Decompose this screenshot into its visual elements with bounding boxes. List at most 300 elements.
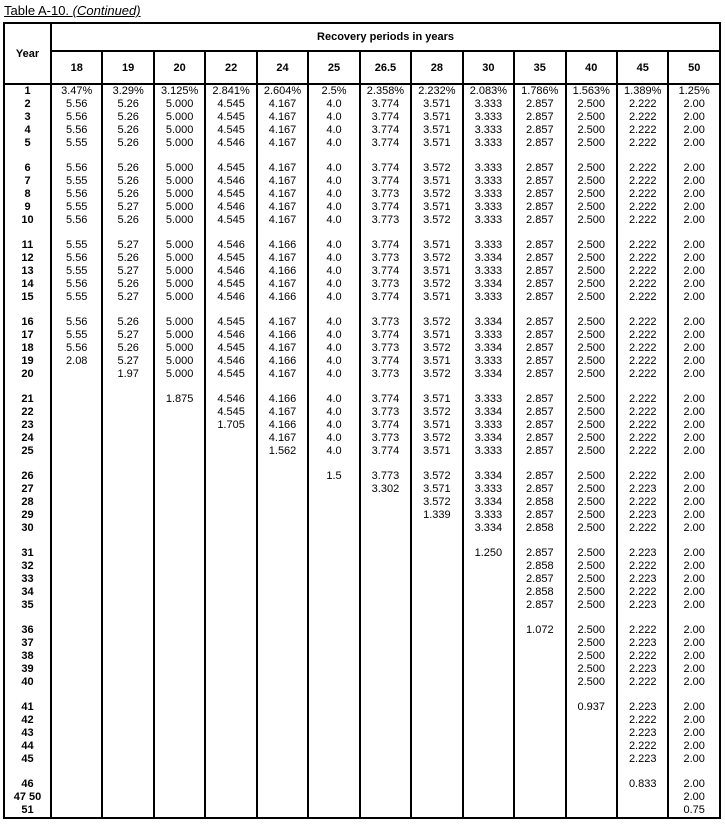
rate-cell: 3.572 xyxy=(411,406,462,419)
rate-cell xyxy=(205,573,256,586)
rate-cell: 4.546 xyxy=(205,393,256,406)
rate-cell xyxy=(411,624,462,637)
spacer-row xyxy=(4,381,720,393)
rate-cell: 3.774 xyxy=(360,201,411,214)
rate-cell xyxy=(51,714,102,727)
rate-cell xyxy=(205,804,256,818)
year-cell: 42 xyxy=(4,714,51,727)
table-row-year-51 xyxy=(4,804,720,818)
rate-cell: 2.857 xyxy=(514,175,565,188)
rate-cell xyxy=(411,740,462,753)
rate-cell: 2.500 xyxy=(566,470,617,483)
table-row-year-32 xyxy=(4,560,720,573)
rate-cell: 3.572 xyxy=(411,470,462,483)
col-header-28: 28 xyxy=(411,51,462,84)
rate-cell: 5.27 xyxy=(102,239,153,252)
rate-cell: 2.222 xyxy=(617,316,668,329)
spacer-cell xyxy=(205,304,256,316)
rate-cell: 3.571 xyxy=(411,483,462,496)
spacer-cell xyxy=(514,612,565,624)
rate-cell xyxy=(463,753,514,766)
col-header-45: 45 xyxy=(617,51,668,84)
rate-cell: 2.500 xyxy=(566,637,617,650)
rate-cell xyxy=(154,701,205,714)
rate-cell: 5.000 xyxy=(154,329,205,342)
year-cell: 8 xyxy=(4,188,51,201)
rate-cell xyxy=(514,740,565,753)
rate-cell: 3.333 xyxy=(463,201,514,214)
table-row-year-1 xyxy=(4,84,720,98)
spacer-cell xyxy=(514,458,565,470)
year-cell: 44 xyxy=(4,740,51,753)
rate-cell: 5.26 xyxy=(102,162,153,175)
rate-cell: 2.500 xyxy=(566,252,617,265)
spacer-cell xyxy=(205,227,256,239)
spacer-cell xyxy=(463,458,514,470)
spacer-cell xyxy=(308,150,359,162)
rate-cell: 2.500 xyxy=(566,496,617,509)
rate-cell: 3.774 xyxy=(360,265,411,278)
table-row-year-11 xyxy=(4,239,720,252)
rate-cell xyxy=(102,393,153,406)
spacer-cell xyxy=(4,612,51,624)
table-row-year-16 xyxy=(4,316,720,329)
rate-cell xyxy=(102,663,153,676)
rate-cell: 2.857 xyxy=(514,111,565,124)
rate-cell xyxy=(102,509,153,522)
rate-cell xyxy=(411,701,462,714)
rate-cell: 3.773 xyxy=(360,470,411,483)
rate-cell xyxy=(102,573,153,586)
spacer-cell xyxy=(102,381,153,393)
rate-cell xyxy=(154,547,205,560)
rate-cell: 4.545 xyxy=(205,214,256,227)
rate-cell: 2.500 xyxy=(566,560,617,573)
rate-cell: 5.000 xyxy=(154,137,205,150)
spacer-cell xyxy=(102,227,153,239)
rate-cell xyxy=(257,650,308,663)
rate-cell: 4.545 xyxy=(205,124,256,137)
rate-cell: 1.250 xyxy=(463,547,514,560)
rate-cell: 4.0 xyxy=(308,214,359,227)
table-row-year-40 xyxy=(4,676,720,689)
rate-cell: 5.26 xyxy=(102,316,153,329)
rate-cell: 2.857 xyxy=(514,162,565,175)
rate-cell xyxy=(205,778,256,791)
rate-cell xyxy=(205,663,256,676)
spacer-cell xyxy=(566,535,617,547)
year-cell: 5 xyxy=(4,137,51,150)
table-row-year-45 xyxy=(4,753,720,766)
rate-cell xyxy=(411,547,462,560)
rate-cell xyxy=(308,522,359,535)
rate-cell xyxy=(257,778,308,791)
rate-cell: 2.500 xyxy=(566,342,617,355)
rate-cell: 4.0 xyxy=(308,111,359,124)
rate-cell xyxy=(308,483,359,496)
rate-cell: 5.26 xyxy=(102,252,153,265)
spacer-cell xyxy=(566,304,617,316)
table-row-year-5 xyxy=(4,137,720,150)
spacer-cell xyxy=(360,227,411,239)
rate-cell: 3.774 xyxy=(360,111,411,124)
rate-cell: 4.167 xyxy=(257,175,308,188)
spacer-cell xyxy=(617,766,668,778)
rate-cell xyxy=(463,791,514,804)
rate-cell: 2.223 xyxy=(617,701,668,714)
rate-cell: 2.858 xyxy=(514,522,565,535)
rate-cell: 2.00 xyxy=(668,98,720,111)
rate-cell xyxy=(411,778,462,791)
rate-cell xyxy=(102,470,153,483)
rate-cell: 3.773 xyxy=(360,278,411,291)
rate-cell xyxy=(154,599,205,612)
rate-cell: 5.26 xyxy=(102,188,153,201)
rate-cell: 3.333 xyxy=(463,483,514,496)
rate-cell: 2.00 xyxy=(668,560,720,573)
rate-cell: 2.00 xyxy=(668,573,720,586)
rate-cell: 2.222 xyxy=(617,98,668,111)
spacer-cell xyxy=(308,304,359,316)
table-row-year-14 xyxy=(4,278,720,291)
rate-cell: 2.857 xyxy=(514,214,565,227)
rate-cell xyxy=(463,740,514,753)
spacer-cell xyxy=(514,304,565,316)
rate-cell xyxy=(102,791,153,804)
spacer-cell xyxy=(308,458,359,470)
year-cell: 9 xyxy=(4,201,51,214)
rate-cell xyxy=(102,406,153,419)
spacer-cell xyxy=(51,458,102,470)
table-row-year-20 xyxy=(4,368,720,381)
rate-cell: 5.56 xyxy=(51,214,102,227)
rate-cell: 3.333 xyxy=(463,214,514,227)
rate-cell: 5.000 xyxy=(154,175,205,188)
rate-cell xyxy=(205,522,256,535)
rate-cell: 4.0 xyxy=(308,265,359,278)
rate-cell xyxy=(51,393,102,406)
rate-cell: 3.333 xyxy=(463,137,514,150)
rate-cell xyxy=(360,701,411,714)
rate-cell: 4.546 xyxy=(205,355,256,368)
rate-cell: 2.222 xyxy=(617,329,668,342)
rate-cell xyxy=(102,753,153,766)
rate-cell: 5.27 xyxy=(102,355,153,368)
rate-cell: 4.0 xyxy=(308,316,359,329)
rate-cell: 3.125% xyxy=(154,84,205,98)
rate-cell: 1.97 xyxy=(102,368,153,381)
rate-cell: 4.167 xyxy=(257,368,308,381)
rate-cell: 2.00 xyxy=(668,329,720,342)
rate-cell: 2.00 xyxy=(668,727,720,740)
spacer-cell xyxy=(566,458,617,470)
rate-cell xyxy=(360,740,411,753)
rate-cell xyxy=(205,676,256,689)
spacer-cell xyxy=(566,227,617,239)
spacer-cell xyxy=(154,535,205,547)
rate-cell xyxy=(514,701,565,714)
rate-cell: 2.857 xyxy=(514,316,565,329)
rate-cell: 2.857 xyxy=(514,329,565,342)
rate-cell: 2.00 xyxy=(668,278,720,291)
rate-cell xyxy=(154,753,205,766)
rate-cell: 3.29% xyxy=(102,84,153,98)
rate-cell: 2.00 xyxy=(668,496,720,509)
table-title-text: Table A-10. xyxy=(4,3,70,18)
rate-cell xyxy=(51,496,102,509)
rate-cell: 2.500 xyxy=(566,393,617,406)
spacer-cell xyxy=(51,150,102,162)
rate-cell xyxy=(566,791,617,804)
spacer-cell xyxy=(463,304,514,316)
rate-cell: 3.333 xyxy=(463,291,514,304)
rate-cell: 2.222 xyxy=(617,470,668,483)
rate-cell xyxy=(257,560,308,573)
rate-cell: 5.56 xyxy=(51,124,102,137)
rate-cell: 4.0 xyxy=(308,175,359,188)
rate-cell xyxy=(308,547,359,560)
col-header-24: 24 xyxy=(257,51,308,84)
rate-cell: 3.47% xyxy=(51,84,102,98)
rate-cell xyxy=(360,753,411,766)
table-row-year-21 xyxy=(4,393,720,406)
rate-cell: 4.545 xyxy=(205,162,256,175)
rate-cell xyxy=(51,419,102,432)
rate-cell xyxy=(51,676,102,689)
rate-cell: 2.222 xyxy=(617,432,668,445)
rate-cell: 2.00 xyxy=(668,740,720,753)
spacer-cell xyxy=(257,766,308,778)
rate-cell: 2.00 xyxy=(668,791,720,804)
rate-cell: 4.545 xyxy=(205,342,256,355)
rate-cell: 2.00 xyxy=(668,265,720,278)
rate-cell: 4.0 xyxy=(308,291,359,304)
rate-cell xyxy=(308,701,359,714)
rate-cell xyxy=(411,522,462,535)
spacer-cell xyxy=(51,381,102,393)
spacer-cell xyxy=(154,458,205,470)
rate-cell: 2.500 xyxy=(566,316,617,329)
rate-cell xyxy=(360,663,411,676)
rate-cell xyxy=(102,676,153,689)
table-row-year-12 xyxy=(4,252,720,265)
rate-cell: 2.222 xyxy=(617,586,668,599)
rate-cell xyxy=(566,740,617,753)
rate-cell xyxy=(411,560,462,573)
rate-cell: 2.500 xyxy=(566,98,617,111)
rate-cell: 3.773 xyxy=(360,252,411,265)
rate-cell xyxy=(102,624,153,637)
rate-cell xyxy=(154,804,205,818)
rate-cell xyxy=(257,714,308,727)
year-cell: 34 xyxy=(4,586,51,599)
rate-cell xyxy=(257,547,308,560)
rate-cell: 2.5% xyxy=(308,84,359,98)
rate-cell: 2.00 xyxy=(668,663,720,676)
rate-cell: 2.222 xyxy=(617,740,668,753)
rate-cell xyxy=(51,547,102,560)
rate-cell: 3.572 xyxy=(411,368,462,381)
rate-cell: 4.166 xyxy=(257,265,308,278)
rate-cell: 2.604% xyxy=(257,84,308,98)
rate-cell xyxy=(308,573,359,586)
rate-cell: 2.00 xyxy=(668,137,720,150)
year-cell: 10 xyxy=(4,214,51,227)
spacer-cell xyxy=(411,458,462,470)
rate-cell: 2.500 xyxy=(566,406,617,419)
rate-cell xyxy=(257,624,308,637)
rate-cell xyxy=(51,368,102,381)
year-cell: 19 xyxy=(4,355,51,368)
spacer-cell xyxy=(257,612,308,624)
rate-cell: 4.546 xyxy=(205,329,256,342)
spacer-cell xyxy=(308,689,359,701)
rate-cell xyxy=(257,637,308,650)
spacer-cell xyxy=(411,150,462,162)
rate-cell: 2.00 xyxy=(668,355,720,368)
rate-cell xyxy=(205,496,256,509)
rate-cell: 5.000 xyxy=(154,201,205,214)
rate-cell: 2.857 xyxy=(514,599,565,612)
rate-cell: 5.56 xyxy=(51,342,102,355)
spacer-cell xyxy=(668,304,720,316)
year-cell: 18 xyxy=(4,342,51,355)
rate-cell: 2.500 xyxy=(566,291,617,304)
rate-cell: 2.500 xyxy=(566,624,617,637)
spacer-cell xyxy=(668,766,720,778)
rate-cell xyxy=(102,804,153,818)
rate-cell: 2.00 xyxy=(668,175,720,188)
spacer-row xyxy=(4,689,720,701)
table-row-year-37 xyxy=(4,637,720,650)
rate-cell xyxy=(205,740,256,753)
table-row-year-27 xyxy=(4,483,720,496)
rate-cell: 3.333 xyxy=(463,98,514,111)
rate-cell xyxy=(360,573,411,586)
rate-cell: 3.774 xyxy=(360,329,411,342)
rate-cell: 3.333 xyxy=(463,124,514,137)
rate-cell: 2.00 xyxy=(668,239,720,252)
rate-cell xyxy=(205,753,256,766)
rate-cell: 2.00 xyxy=(668,342,720,355)
rate-cell: 5.27 xyxy=(102,201,153,214)
spacer-cell xyxy=(566,689,617,701)
rate-cell: 2.00 xyxy=(668,252,720,265)
spacer-cell xyxy=(411,535,462,547)
rate-cell xyxy=(154,663,205,676)
rate-cell: 4.546 xyxy=(205,265,256,278)
rate-cell: 4.545 xyxy=(205,278,256,291)
rate-cell: 2.222 xyxy=(617,111,668,124)
rate-cell xyxy=(102,496,153,509)
rate-cell xyxy=(102,419,153,432)
spacer-cell xyxy=(154,381,205,393)
rate-cell: 5.000 xyxy=(154,162,205,175)
year-cell: 36 xyxy=(4,624,51,637)
rate-cell: 5.55 xyxy=(51,239,102,252)
rate-cell: 5.26 xyxy=(102,98,153,111)
rate-cell xyxy=(205,637,256,650)
rate-cell: 2.222 xyxy=(617,188,668,201)
spacer-cell xyxy=(4,304,51,316)
rate-cell: 2.857 xyxy=(514,483,565,496)
spacer-cell xyxy=(51,612,102,624)
rate-cell: 2.223 xyxy=(617,727,668,740)
rate-cell: 4.546 xyxy=(205,239,256,252)
col-header-19: 19 xyxy=(102,51,153,84)
rate-cell xyxy=(411,676,462,689)
rate-cell: 5.27 xyxy=(102,291,153,304)
rate-cell: 3.774 xyxy=(360,419,411,432)
rate-cell xyxy=(154,419,205,432)
rate-cell xyxy=(463,676,514,689)
rate-cell: 2.00 xyxy=(668,124,720,137)
spacer-cell xyxy=(257,304,308,316)
year-cell: 17 xyxy=(4,329,51,342)
rate-cell: 4.546 xyxy=(205,201,256,214)
rate-cell: 4.545 xyxy=(205,406,256,419)
year-cell: 32 xyxy=(4,560,51,573)
rate-cell: 5.000 xyxy=(154,278,205,291)
rate-cell: 5.000 xyxy=(154,368,205,381)
rate-cell: 2.222 xyxy=(617,393,668,406)
rate-cell: 3.571 xyxy=(411,329,462,342)
spacer-cell xyxy=(308,381,359,393)
year-cell: 47 50 xyxy=(4,791,51,804)
rate-cell xyxy=(102,701,153,714)
rate-cell: 3.334 xyxy=(463,252,514,265)
rate-cell: 2.500 xyxy=(566,368,617,381)
rate-cell: 4.0 xyxy=(308,393,359,406)
rate-cell xyxy=(51,701,102,714)
rate-cell: 4.0 xyxy=(308,329,359,342)
rate-cell: 4.166 xyxy=(257,239,308,252)
rate-cell: 2.232% xyxy=(411,84,462,98)
rate-cell: 2.857 xyxy=(514,509,565,522)
rate-cell: 4.545 xyxy=(205,316,256,329)
rate-cell: 3.773 xyxy=(360,188,411,201)
rate-cell: 3.334 xyxy=(463,470,514,483)
rate-cell xyxy=(463,714,514,727)
rate-cell xyxy=(102,560,153,573)
rate-cell xyxy=(360,509,411,522)
rate-cell: 3.572 xyxy=(411,214,462,227)
rate-cell: 2.857 xyxy=(514,342,565,355)
rate-cell: 2.00 xyxy=(668,162,720,175)
rate-cell xyxy=(411,791,462,804)
rate-cell: 5.56 xyxy=(51,188,102,201)
rate-cell: 2.223 xyxy=(617,599,668,612)
rate-cell: 4.546 xyxy=(205,175,256,188)
rate-cell: 3.334 xyxy=(463,342,514,355)
spacer-cell xyxy=(668,227,720,239)
year-cell: 12 xyxy=(4,252,51,265)
rate-cell xyxy=(257,791,308,804)
rate-cell: 2.00 xyxy=(668,214,720,227)
spacer-cell xyxy=(617,381,668,393)
rate-cell: 2.222 xyxy=(617,278,668,291)
spacer-cell xyxy=(4,227,51,239)
rate-cell xyxy=(257,804,308,818)
spacer-cell xyxy=(617,304,668,316)
rate-cell xyxy=(411,727,462,740)
rate-cell xyxy=(360,804,411,818)
rate-cell: 4.167 xyxy=(257,137,308,150)
table-row-year-4 xyxy=(4,124,720,137)
rate-cell: 2.222 xyxy=(617,650,668,663)
rate-cell: 3.774 xyxy=(360,239,411,252)
table-row-year-18 xyxy=(4,342,720,355)
